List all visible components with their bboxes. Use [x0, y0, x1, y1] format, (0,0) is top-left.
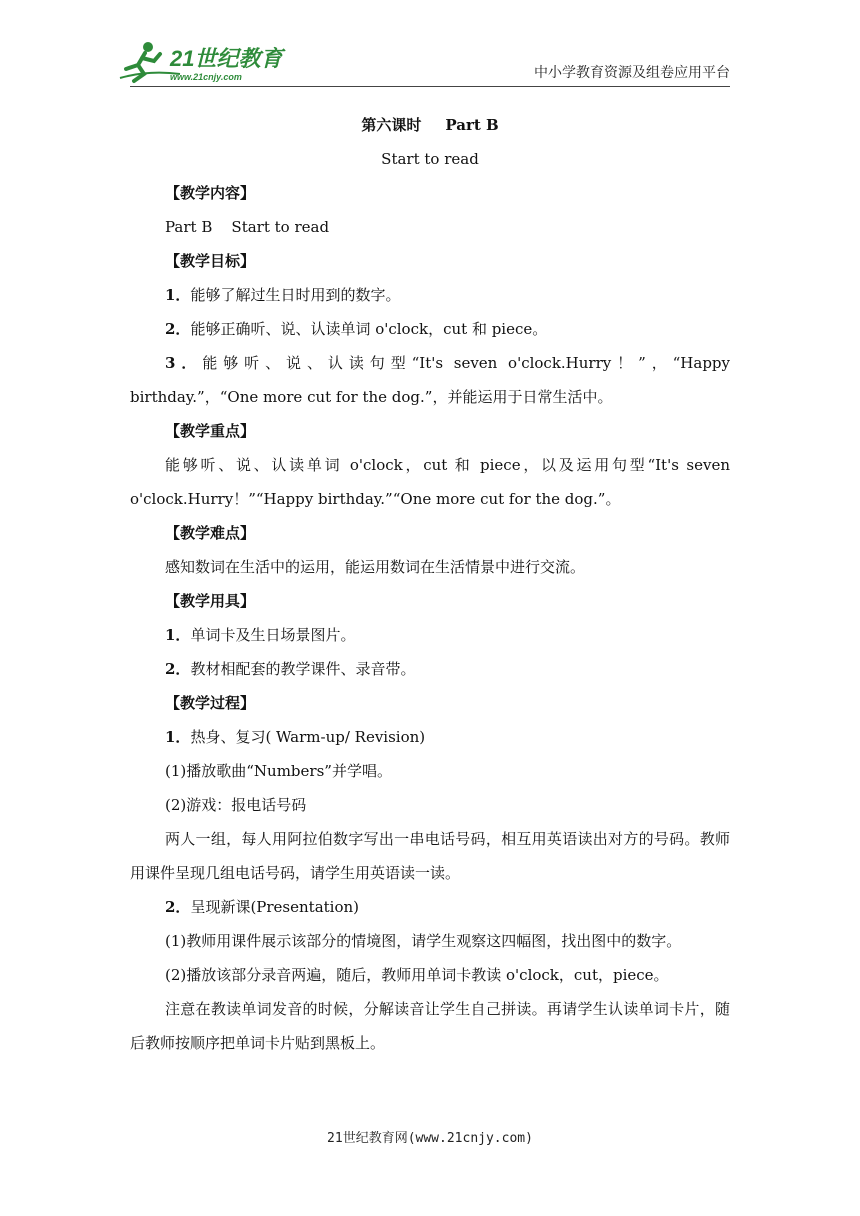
- section-goals-heading: 【教学目标】: [165, 252, 256, 270]
- item-number: 3．: [165, 354, 203, 372]
- tool-text: 单词卡及生日场景图片。: [190, 626, 356, 644]
- page-subtitle: Start to read: [381, 150, 479, 168]
- logo-url: www.21cnjy.com: [170, 72, 242, 82]
- item-number: 2．: [165, 660, 191, 678]
- lesson-label: 第六课时: [361, 116, 422, 134]
- section-key-heading: 【教学重点】: [165, 422, 256, 440]
- goal-item: [130, 312, 730, 346]
- step-text: 呈现新课(Presentation): [190, 898, 360, 916]
- document-body: [130, 108, 730, 1060]
- step-paragraph: 两人一组，每人用阿拉伯数字写出一串电话号码，相互用英语读出对方的号码。教师用课件呈现几组电话号码，请学生用英语读一读。: [130, 830, 730, 882]
- step-subitem: (1)教师用课件展示该部分的情境图，请学生观察这四幅图，找出图中的数字。: [165, 932, 682, 950]
- tool-item: [130, 618, 730, 652]
- process-step: [130, 890, 730, 924]
- item-number: 1．: [165, 728, 191, 746]
- section-difficulty-heading: 【教学难点】: [165, 524, 256, 542]
- step-paragraph: 注意在教读单词发音的时候，分解读音让学生自己拼读。再请学生认读单词卡片，随后教师按顺序把单词卡片贴到黑板上。: [130, 1000, 730, 1052]
- item-number: 2．: [165, 898, 191, 916]
- page-title: [130, 108, 730, 142]
- step-subitem: (2)游戏：报电话号码: [165, 796, 307, 814]
- section-tools-heading: 【教学用具】: [165, 592, 256, 610]
- step-subitem: (2)播放该部分录音两遍，随后，教师用单词卡教读 o'clock，cut，piece。: [165, 966, 669, 984]
- part-label: Part B: [445, 116, 499, 134]
- header-divider: [130, 86, 730, 87]
- logo-text: 21世纪教育: [170, 46, 283, 71]
- section-content-heading: 【教学内容】: [165, 184, 256, 202]
- logo: [118, 38, 288, 84]
- goal-text: 能够了解过生日时用到的数字。: [190, 286, 401, 304]
- difficulty-text: 感知数词在生活中的运用，能运用数词在生活情景中进行交流。: [165, 558, 586, 576]
- goal-item: [130, 346, 730, 414]
- process-step: [130, 720, 730, 754]
- item-number: 1．: [165, 286, 191, 304]
- key-text: 能够听、说、认读单词 o'clock，cut 和 piece，以及运用句型“It's seven o'clock.Hurry！”“Happy birthday.”“One more cut for the dog.”。: [130, 456, 730, 508]
- step-text: 热身、复习( Warm-up/ Revision): [190, 728, 426, 746]
- page-footer: 21世纪教育网(www.21cnjy.com): [327, 1131, 533, 1146]
- tool-text: 教材相配套的教学课件、录音带。: [190, 660, 416, 678]
- tool-item: [130, 652, 730, 686]
- goal-item: [130, 278, 730, 312]
- step-subitem: (1)播放歌曲“Numbers”并学唱。: [165, 762, 392, 780]
- item-number: 1．: [165, 626, 191, 644]
- platform-name: 中小学教育资源及组卷应用平台: [534, 65, 730, 81]
- section-process-heading: 【教学过程】: [165, 694, 256, 712]
- goal-text: 能够听、说、认读句型“It's seven o'clock.Hurry！”，“Happy birthday.”，“One more cut for the dog.”，并能运用于日常生活中。: [130, 354, 731, 406]
- page-header: [0, 0, 860, 90]
- goal-text: 能够正确听、说、认读单词 o'clock，cut 和 piece。: [190, 320, 548, 338]
- content-text: Part B Start to read: [165, 218, 330, 236]
- item-number: 2．: [165, 320, 191, 338]
